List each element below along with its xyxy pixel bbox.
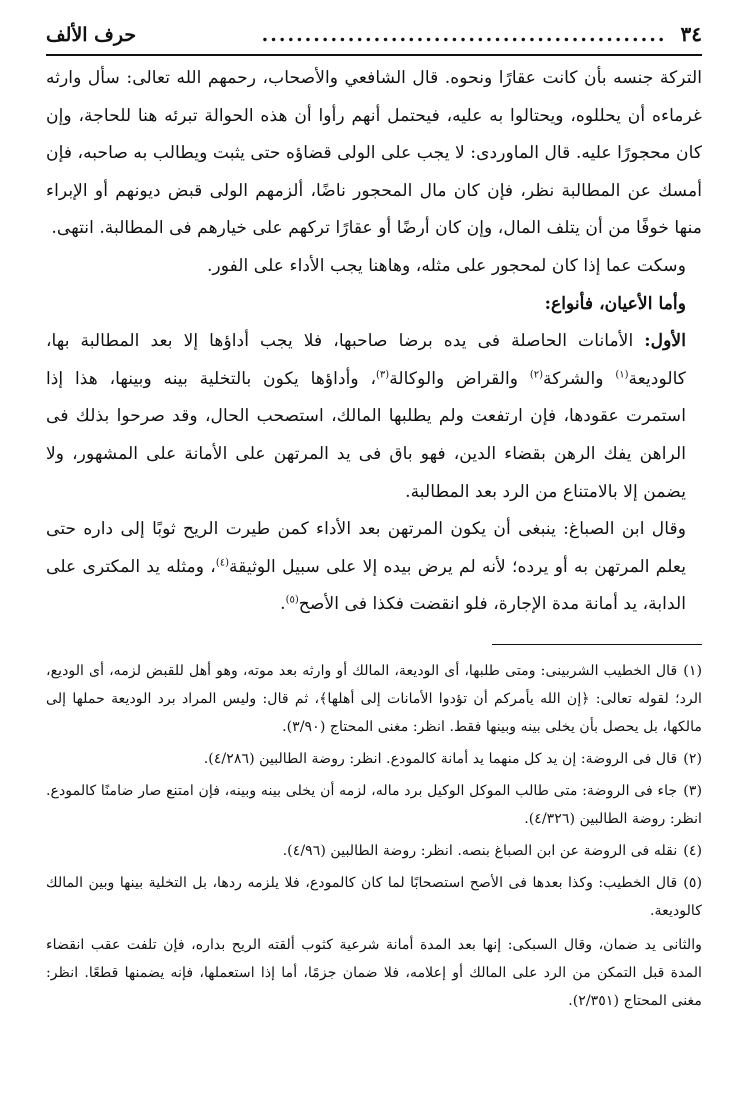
footnote-ref-5[interactable]: (٥) [285, 594, 299, 606]
footnote-number: (٤) [683, 842, 702, 859]
footnote-1 [46, 657, 702, 741]
footnote-number: (١) [683, 662, 702, 679]
footnote-number: (٥) [683, 874, 702, 891]
footnote-ref-2[interactable]: (٢) [529, 369, 544, 381]
footnote-5-continuation: والثانى يد ضمان، وقال السبكى: إنها بعد المدة أمانة شرعية كثوب ألقته الريح بداره، فإن تلفت عقب انقضاء المدة قبل التمكن من الرد على المالك أو إعلامه، فلا ضمان جزمًا، أما إذا استعملها، فإنه يضمنها قطعًا. انظر: مغنى المحتاج (٢/٣٥١). [46, 936, 702, 1009]
paragraph-3-text-b: والشركة [543, 368, 616, 389]
footnote-text: قال الخطيب الشربينى: ومتى طلبها، أى الوديعة، المالك أو وارثه بعد موته، وهو أهل للقبض لزمه، أى الوديع، الرد؛ لقوله تعالى: ﴿إن الله يأمركم أن تؤدوا الأمانات إلى أهلها﴾، ثم قال: وليس المراد برد الوديعة حملها إلى مالكها، بل يحصل بأن يخلى بينه وبينها فقط. انظر: مغنى المحتاج (٣/٩٠). [46, 662, 702, 735]
footnote-ref-1[interactable]: (١) [615, 369, 629, 381]
paragraph-4-text-a: وقال ابن الصباغ: ينبغى أن يكون المرتهن بعد الأداء كمن طيرت الريح ثوبًا إلى داره حتى يعلم المرتهن به أو يرده؛ لأنه لم يرض بيده إلا على سبيل الوثيقة [46, 519, 686, 577]
footnote-separator [492, 644, 702, 645]
main-text [46, 60, 702, 624]
paragraph-4-text-b: ، ومثله يد المكترى على الدابة، يد أمانة مدة الإجارة، فلو انقضت فكذا فى الأصح [46, 556, 686, 615]
paragraph-4-text-c: . [280, 594, 286, 615]
footnote-number: (٢) [683, 750, 702, 767]
footnote-3 [46, 777, 702, 833]
footnote-ref-4[interactable]: (٤) [215, 556, 230, 568]
footnote-number: (٣) [683, 782, 702, 799]
page-header [46, 22, 702, 52]
footnote-ref-3[interactable]: (٣) [376, 369, 390, 381]
paragraph-2: وسكت عما إذا كان لمحجور على مثله، وهاهنا يجب الأداء على الفور. [206, 255, 686, 276]
header-dots: ............................................... [261, 24, 667, 46]
footnote-text: قال الخطيب: وكذا بعدها فى الأصح استصحابًا لما كان كالمودع، فلا يلزمه ردها، بل التخلية بينها وبين المالك كالوديعة. [46, 874, 702, 919]
footnote-5 [46, 869, 702, 925]
section-heading: وأما الأعيان، فأنواع: [544, 293, 686, 314]
paragraph-3-lead: الأول: [644, 331, 686, 352]
footnote-2 [46, 745, 702, 773]
paragraph-4 [46, 511, 702, 624]
footnote-text: نقله فى الروضة عن ابن الصباغ بنصه. انظر: روضة الطالبين (٤/٩٦). [282, 842, 678, 859]
footnote-4 [46, 837, 702, 865]
page-number: ٣٤ [680, 22, 702, 46]
paragraph-1: التركة جنسه بأن كانت عقارًا ونحوه. قال الشافعي والأصحاب، رحمهم الله تعالى: سأل وارثه غرماءه أن يحللوه، ويحتالوا به عليه، فيحتمل أنهم رأوا أن هذه الحوالة تبرئه هنا للحاجة، وإن كان محجورًا عليه. قال الماوردى: لا يجب على الولى قضاؤه حتى يثبت ويطالب به صاحبه، فإن أمسك عن المطالبة نظر، فإن كان مال المحجور ناضًا، ألزمهم الولى قبض ديونهم أو الإبراء منها خوفًا من أن يتلف المال، وإن كان أرضًا أو عقارًا تركهم على خيارهم فى المطالبة. انتهى. [46, 68, 702, 239]
paragraph-3 [46, 323, 702, 511]
footnote-text: جاء فى الروضة: متى طالب الموكل الوكيل برد ماله، لزمه أن يخلى بينه وبينه، فإن امتنع صار ضامنًا كالمودع. انظر: روضة الطالبين (٤/٣٢٦). [46, 782, 702, 827]
chapter-title: حرف الألف [46, 24, 137, 46]
paragraph-3-text-c: والقراض والوكالة [389, 368, 530, 389]
footnote-text: قال فى الروضة: إن يد كل منهما يد أمانة كالمودع. انظر: روضة الطالبين (٤/٢٨٦). [203, 750, 678, 767]
paragraph-3-text-d: ، وأداؤها يكون بالتخلية بينه وبينها، هذا إذا استمرت عقودها، فإن ارتفعت ولم يطلبها المالك، استصحب الحال، وقد صرحوا بذلك فى الراهن يفك الرهن بقضاء الدين، فهو باق فى يد المرتهن على الأمانة على المشهور، ولا يضمن إلا بالامتناع من الرد بعد المطالبة. [46, 368, 686, 502]
footnotes [46, 657, 702, 1015]
header-rule [46, 54, 702, 56]
paragraph-3-text-a: الأمانات الحاصلة فى يده برضا صاحبها، فلا يجب أداؤها إلا بعد المطالبة بها، كالوديعة [46, 331, 686, 389]
